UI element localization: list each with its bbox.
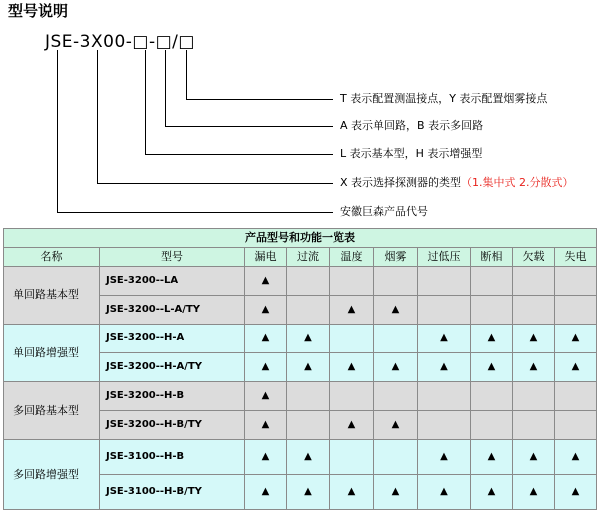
column-header: 烟雾 <box>374 247 418 266</box>
feature-cell <box>471 266 513 295</box>
feature-cell: ▲ <box>513 475 555 510</box>
feature-cell <box>555 266 597 295</box>
feature-cell <box>418 411 471 440</box>
column-header: 断相 <box>471 247 513 266</box>
note-code: 安徽巨森产品代号 <box>340 205 428 218</box>
column-header: 过低压 <box>418 247 471 266</box>
table-row <box>4 440 597 475</box>
leader-line-1 <box>187 50 334 100</box>
feature-cell: ▲ <box>245 296 287 324</box>
feature-cell <box>513 296 555 324</box>
feature-cell: ▲ <box>287 475 330 510</box>
feature-cell <box>513 381 555 410</box>
feature-cell: ▲ <box>287 324 330 352</box>
feature-cell: ▲ <box>245 266 287 295</box>
column-header: 漏电 <box>245 247 287 266</box>
model-code-diagram <box>0 0 599 228</box>
feature-cell <box>418 381 471 410</box>
column-header: 欠载 <box>513 247 555 266</box>
note-lh: L 表示基本型，H 表示增强型 <box>340 147 483 160</box>
column-header: 型号 <box>100 247 245 266</box>
feature-cell: ▲ <box>245 381 287 410</box>
feature-cell: ▲ <box>471 475 513 510</box>
feature-cell: ▲ <box>330 475 374 510</box>
feature-cell: ▲ <box>245 353 287 381</box>
feature-cell: ▲ <box>245 324 287 352</box>
feature-cell <box>471 411 513 440</box>
feature-cell <box>374 324 418 352</box>
model-cell: JSE-3200--LA <box>100 266 245 295</box>
feature-cell: ▲ <box>287 440 330 475</box>
model-cell: JSE-3200--H-A <box>100 324 245 352</box>
note-x: X 表示选择探测器的类型（1.集中式 2.分散式） <box>340 176 574 189</box>
feature-cell <box>287 411 330 440</box>
feature-cell <box>418 296 471 324</box>
feature-cell: ▲ <box>471 440 513 475</box>
feature-cell: ▲ <box>555 475 597 510</box>
column-header: 过流 <box>287 247 330 266</box>
feature-cell <box>513 411 555 440</box>
feature-cell <box>287 381 330 410</box>
feature-cell <box>555 296 597 324</box>
leader-line-2 <box>166 50 334 127</box>
feature-cell: ▲ <box>330 411 374 440</box>
feature-cell: ▲ <box>418 324 471 352</box>
page-title: 型号说明 <box>8 2 69 20</box>
feature-cell <box>330 324 374 352</box>
feature-cell: ▲ <box>287 353 330 381</box>
feature-cell <box>471 381 513 410</box>
group-name: 单回路增强型 <box>4 324 100 381</box>
feature-cell: ▲ <box>245 475 287 510</box>
feature-cell <box>330 440 374 475</box>
feature-cell: ▲ <box>374 296 418 324</box>
model-cell: JSE-3200--H-B <box>100 381 245 410</box>
note-x-options: （1.集中式 2.分散式） <box>461 176 574 189</box>
feature-cell: ▲ <box>513 353 555 381</box>
table-row <box>4 381 597 410</box>
feature-cell <box>471 296 513 324</box>
feature-cell: ▲ <box>555 440 597 475</box>
feature-cell: ▲ <box>555 324 597 352</box>
table-title: 产品型号和功能一览表 <box>4 229 597 248</box>
feature-cell <box>513 266 555 295</box>
feature-cell <box>287 296 330 324</box>
group-name: 单回路基本型 <box>4 266 100 324</box>
leader-line-4 <box>98 50 334 184</box>
feature-cell: ▲ <box>471 353 513 381</box>
feature-cell: ▲ <box>418 353 471 381</box>
feature-cell: ▲ <box>245 440 287 475</box>
model-cell: JSE-3200--H-B/TY <box>100 411 245 440</box>
feature-cell: ▲ <box>245 411 287 440</box>
feature-cell <box>330 381 374 410</box>
leader-line-3 <box>146 50 334 155</box>
feature-cell: ▲ <box>513 440 555 475</box>
table-row <box>4 324 597 352</box>
note-ab: A 表示单回路，B 表示多回路 <box>340 119 484 132</box>
group-name: 多回路基本型 <box>4 381 100 440</box>
feature-cell: ▲ <box>418 440 471 475</box>
feature-cell <box>418 266 471 295</box>
model-code: JSE-3X00-□-□/□ <box>45 32 195 52</box>
model-cell: JSE-3100--H-B/TY <box>100 475 245 510</box>
feature-cell: ▲ <box>330 353 374 381</box>
feature-cell: ▲ <box>374 353 418 381</box>
note-ty: T 表示配置测温接点，Y 表示配置烟雾接点 <box>340 92 548 105</box>
feature-cell: ▲ <box>555 353 597 381</box>
feature-cell: ▲ <box>471 324 513 352</box>
feature-cell <box>287 266 330 295</box>
feature-cell <box>374 381 418 410</box>
feature-cell: ▲ <box>330 296 374 324</box>
table-row <box>4 266 597 295</box>
model-cell: JSE-3200--H-A/TY <box>100 353 245 381</box>
feature-cell: ▲ <box>374 475 418 510</box>
leader-line-5 <box>58 50 334 213</box>
feature-cell <box>555 381 597 410</box>
column-header: 温度 <box>330 247 374 266</box>
column-header: 失电 <box>555 247 597 266</box>
feature-cell <box>374 266 418 295</box>
feature-cell <box>555 411 597 440</box>
feature-cell: ▲ <box>374 411 418 440</box>
function-table <box>3 228 597 510</box>
column-header: 名称 <box>4 247 100 266</box>
feature-cell <box>374 440 418 475</box>
model-cell: JSE-3200--L-A/TY <box>100 296 245 324</box>
feature-cell: ▲ <box>418 475 471 510</box>
feature-cell <box>330 266 374 295</box>
feature-cell: ▲ <box>513 324 555 352</box>
group-name: 多回路增强型 <box>4 440 100 510</box>
model-cell: JSE-3100--H-B <box>100 440 245 475</box>
